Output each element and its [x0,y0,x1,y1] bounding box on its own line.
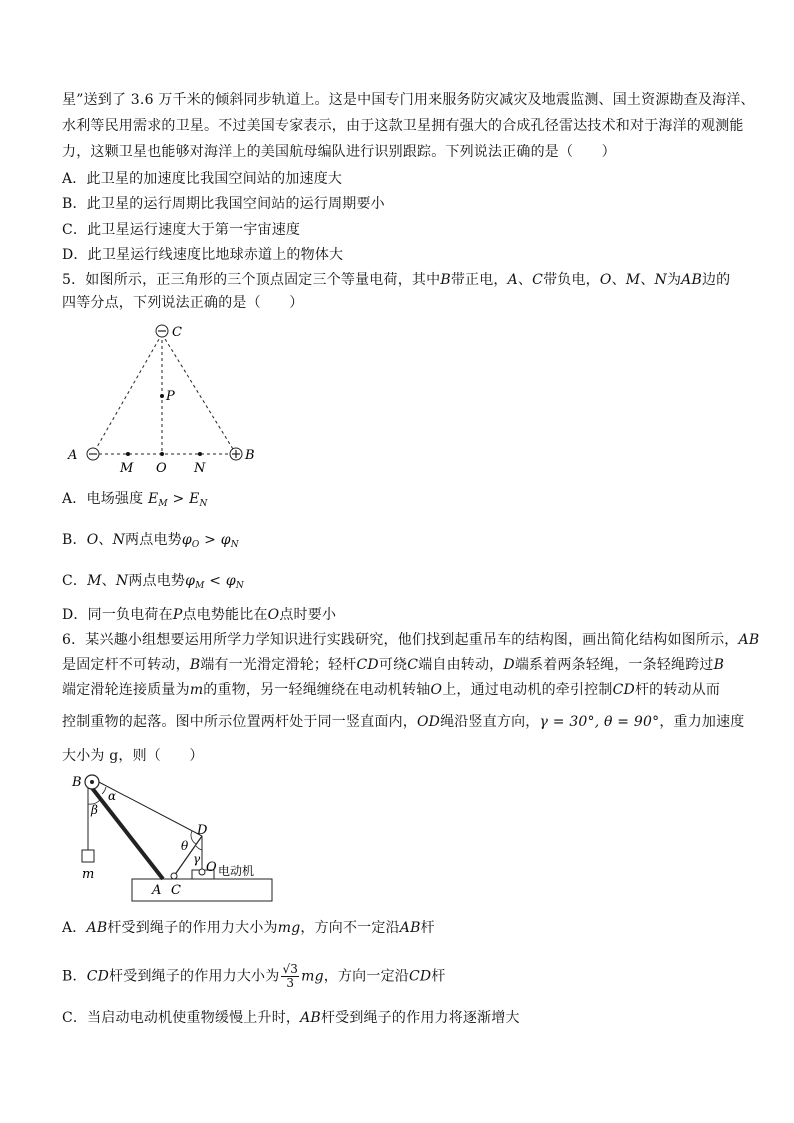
q4-option-d: D．此卫星运行线速度比地球赤道上的物体大 [62,247,344,263]
fraction-sqrt3-over-3: $\frac{√3}{3}$ [282,962,299,990]
q5-option-a: A．电场强度 $E_M > E_N$ [62,491,208,509]
q6-option-a: A．AB杆受到绳子的作用力大小为mg，方向不一定沿AB杆 [62,920,435,936]
label-gamma: γ [193,852,201,866]
q6-option-b: B．CD杆受到绳子的作用力大小为 $\frac{√3}{3}$ mg，方向一定沿CD杆 [62,962,446,990]
label-theta: θ [181,839,189,853]
q6-stem-line-5: 大小为 g，则（ ） [62,748,204,764]
q6-crane-figure [62,770,282,905]
q5-stem-line-1: 5．如图所示，正三角形的三个顶点固定三个等量电荷，其中B带正电，A、C带负电，O、M、N为AB边的 [62,272,731,288]
label-d: D [197,823,208,838]
charge-c-negative-icon [156,325,168,337]
q5-option-b: B．O、N两点电势$\varphi_O > \varphi_N$ [62,532,239,550]
q4-stem-line-2: 水利等民用需求的卫星。不过美国专家表示，由于这款卫星拥有强大的合成孔径雷达技术和对于海洋的观测能 [62,118,744,134]
q6-stem-line-1: 6．某兴趣小组想要运用所学力学知识进行实践研究，他们找到起重吊车的结构图，画出简化结构如图所示，AB [62,632,760,648]
point-o [160,452,164,456]
q5-triangle-figure [62,318,272,478]
label-b: B [72,775,82,790]
angle-alpha-arc [102,787,106,794]
label-m: m [82,867,95,882]
label-o: O [206,860,217,875]
label-n: N [194,461,206,476]
q4-option-b: B．此卫星的运行周期比我国空间站的运行周期要小 [62,196,385,212]
q5-option-c: C．M、N两点电势$\varphi_M < \varphi_N$ [62,573,244,591]
q6-stem-line-4: 控制重物的起落。图中所示位置两杆处于同一竖直面内，OD绳沿竖直方向，γ = 30°, θ = 90°，重力加速度 [62,714,745,730]
angle-gamma-arc [196,846,202,850]
label-alpha: α [108,789,117,803]
label-m: M [120,461,134,476]
label-beta: β [91,803,98,817]
q5-option-d: D．同一负电荷在P点电势能比在O点时要小 [62,607,337,623]
weight-box [82,850,94,862]
label-c: C [171,883,181,898]
q4-option-c: C．此卫星运行速度大于第一宇宙速度 [62,222,301,238]
point-p [160,394,164,398]
label-a: A [68,448,78,463]
rod-ab [92,788,163,879]
side-ca [93,334,162,454]
q6-stem-line-2: 是固定杆不可转动，B端有一光滑定滑轮；轻杆CD可绕C端自由转动，D端系着两条轻绳，一条轻绳跨过B [62,657,725,673]
charge-a-negative-icon [87,448,99,460]
label-b: B [245,448,255,463]
pulley-b-icon [85,775,99,789]
point-n [198,452,202,456]
charge-b-positive-icon [230,448,242,460]
q4-stem-line-1: 星”送到了 3.6 万千米的倾斜同步轨道上。这是中国专门用来服务防灾减灾及地震监测、国土资源勘查及海洋、 [62,92,755,108]
label-c: C [172,325,182,340]
q5-stem-line-2: 四等分点，下列说法正确的是（ ） [62,295,304,311]
label-a: A [152,883,162,898]
q6-stem-line-3: 端定滑轮连接质量为m的重物，另一轻绳缠绕在电动机转轴O上，通过电动机的牵引控制CD杆的转动从而 [62,682,721,698]
label-motor: 电动机 [218,864,255,878]
point-m [126,452,130,456]
label-p: P [166,389,175,404]
q6-option-c: C．当启动电动机使重物缓慢上升时，AB杆受到绳子的作用力将逐渐增大 [62,1010,520,1026]
q4-option-a: A．此卫星的加速度比我国空间站的加速度大 [62,171,343,187]
label-o: O [156,461,167,476]
hinge-c-icon [171,873,177,879]
q4-stem-line-3: 力，这颗卫星也能够对海洋上的美国航母编队进行识别跟踪。下列说法正确的是（ ） [62,144,616,160]
